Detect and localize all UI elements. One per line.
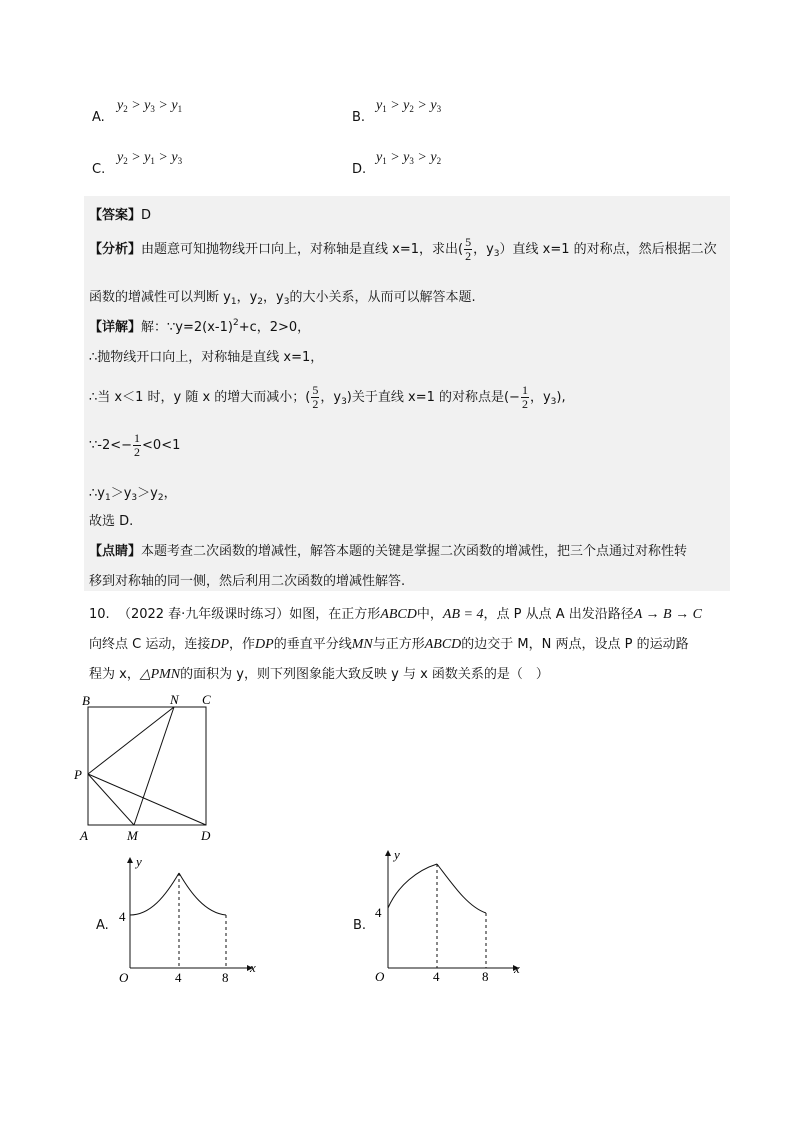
detail-tag: 【详解】	[89, 320, 142, 335]
answer-tag: 【答案】	[89, 208, 142, 223]
label-a: A	[80, 828, 88, 843]
option-b-expr: $y_1 > y_2 > y_3$	[376, 98, 442, 114]
question-text: 中，	[416, 607, 443, 622]
question-text: ，作	[229, 637, 256, 652]
detail-text: <0<1	[142, 438, 181, 453]
detail-text: )关于直线 x=1 的对称点是(−	[346, 390, 520, 405]
square-figure	[70, 690, 230, 850]
segment-pn	[88, 707, 174, 774]
option-c-label: C.	[92, 162, 106, 177]
comment-tag: 【点睛】	[89, 544, 142, 559]
frac-den: 2	[465, 249, 472, 263]
frac-den: 2	[312, 397, 319, 411]
fraction	[521, 384, 529, 411]
detail-line-6: 故选 D.	[89, 514, 134, 529]
y-label: y	[394, 847, 400, 862]
question-text: 程为 x，	[89, 667, 140, 682]
math-abcd: ABCD	[380, 607, 417, 622]
question-text: ，点 P 从点 A 出发沿路径	[483, 607, 634, 622]
curve-left	[388, 864, 437, 908]
answer-value: D	[141, 208, 152, 223]
frac-num: 1	[521, 383, 528, 397]
origin-label: O	[375, 969, 385, 982]
math-abcd: ABCD	[424, 637, 462, 652]
frac-den: 2	[521, 397, 528, 411]
analysis-line-1: 【分析】由题意可知抛物线开口向上，对称轴是直线 x=1，求出( $\frac{5}{2}$ ，$y_3$）直线 x=1 的对称点，然后根据二次	[89, 235, 717, 263]
x-label: x	[250, 960, 256, 975]
frac-num: 5	[465, 235, 472, 249]
question-text: 的边交于 M，N 两点，设点 P 的运动路	[461, 637, 689, 652]
detail-text: ),	[556, 390, 566, 405]
detail-line-5: $\therefore y_1>y_3>y_2$，	[89, 486, 177, 503]
segment-nm	[134, 707, 174, 825]
curve-right	[179, 873, 226, 915]
question-line-2	[89, 633, 689, 653]
math-pmn: △PMN	[139, 667, 181, 682]
analysis-line-2: 函数的增减性可以判断 $y_1$，$y_2$，$y_3$的大小关系，从而可以解答本题.	[89, 290, 476, 307]
frac-den: 2	[134, 445, 141, 459]
square-abcd	[88, 707, 206, 825]
detail-text: ∵-2<−	[89, 438, 133, 453]
detail-line-3: ∴当 x＜1 时，y 随 x 的增大而减小；( $\frac{5}{2}$ ，$y_3$)关于直线 x=1 的对称点是(− $\frac{1}{2}$ ，$y_3$),	[89, 383, 566, 411]
x-tick: 4	[175, 970, 182, 982]
y-label: y	[136, 854, 142, 869]
graph-b	[368, 845, 528, 982]
segment-pm	[88, 774, 134, 825]
detail-line-4	[89, 432, 180, 459]
fraction	[133, 432, 141, 459]
graph-a	[110, 852, 270, 982]
curve-left	[130, 873, 179, 915]
x-tick: 8	[482, 969, 489, 982]
question-text: （2022 春·九年级课时练习）如图，在正方形	[117, 607, 381, 622]
detail-text: ＞y	[110, 486, 132, 501]
label-c: C	[202, 692, 211, 707]
analysis-text: ）直线 x=1 的对称点，然后根据二次	[499, 242, 717, 257]
analysis-text: 由题意可知抛物线开口向上，对称轴是直线 x=1，求出(	[141, 242, 464, 257]
x-tick: 4	[433, 969, 440, 982]
detail-text: ，	[163, 486, 177, 501]
math-path: A → B → C	[633, 607, 702, 622]
option-a-expr: $y_2 > y_3 > y_1$	[117, 98, 183, 114]
comment-text: 本题考查二次函数的增减性，解答本题的关键是掌握二次函数的增减性，把三个点通过对称性转	[141, 544, 688, 559]
fraction	[311, 384, 319, 411]
y-tick: 4	[375, 905, 382, 920]
comment-line-1	[89, 540, 687, 559]
label-p: P	[74, 767, 82, 782]
math-mn: MN	[351, 637, 373, 652]
origin-label: O	[119, 970, 129, 982]
option-d-expr: $y_1 > y_3 > y_2$	[376, 150, 442, 166]
math-dp: DP	[255, 637, 274, 652]
detail-text: ∴当 x＜1 时，y 随 x 的增大而减小；(	[89, 390, 311, 405]
graph-a-label: A.	[96, 918, 109, 933]
curve-right	[437, 864, 486, 913]
math-ab: AB = 4	[442, 607, 484, 622]
graph-b-label: B.	[353, 918, 367, 933]
question-text: 向终点 C 运动，连接	[89, 637, 211, 652]
question-line-3	[89, 663, 549, 683]
detail-text: ∴y	[89, 486, 105, 501]
detail-text: ＞y	[137, 486, 158, 501]
detail-text: +c，2>0，	[238, 320, 311, 335]
comment-line-2: 移到对称轴的同一侧，然后利用二次函数的增减性解答.	[89, 574, 406, 589]
question-text: 的面积为 y，则下列图象能大致反映 y 与 x 函数关系的是（ ）	[180, 667, 549, 682]
question-number: 10.	[89, 607, 110, 622]
option-d-label: D.	[352, 162, 367, 177]
analysis-text: ，y	[236, 290, 258, 305]
detail-line-2: ∴抛物线开口向上，对称轴是直线 x=1，	[89, 350, 324, 365]
fraction	[464, 236, 472, 263]
question-text: 的垂直平分线	[273, 637, 352, 652]
answer-line	[89, 204, 151, 223]
label-b: B	[82, 693, 90, 708]
detail-text: 解：∵y=2(x-1)	[141, 320, 233, 335]
label-m: M	[127, 828, 138, 843]
label-n: N	[170, 692, 179, 707]
y-tick: 4	[119, 909, 126, 924]
detail-text: ，y	[529, 390, 551, 405]
analysis-text: ，y	[473, 242, 494, 257]
frac-num: 5	[312, 383, 319, 397]
frac-num: 1	[134, 431, 141, 445]
math-dp: DP	[210, 637, 230, 652]
analysis-text: 的大小关系，从而可以解答本题.	[289, 290, 476, 305]
analysis-text: ，y	[263, 290, 284, 305]
option-a-label: A.	[92, 110, 105, 125]
detail-line-1: 【详解】解：$\because y=2(x-1)^2+c$，2>0，	[89, 318, 311, 335]
label-d: D	[201, 828, 211, 843]
analysis-text: 函数的增减性可以判断 y	[89, 290, 231, 305]
question-text: 与正方形	[372, 637, 425, 652]
option-c-expr: $y_2 > y_1 > y_3$	[117, 150, 183, 166]
analysis-tag: 【分析】	[89, 242, 142, 257]
x-tick: 8	[222, 970, 229, 982]
x-label: x	[514, 961, 520, 976]
option-b-label: B.	[352, 110, 366, 125]
question-line-1	[89, 603, 702, 623]
detail-text: ，y	[320, 390, 342, 405]
segment-pd	[88, 774, 206, 825]
